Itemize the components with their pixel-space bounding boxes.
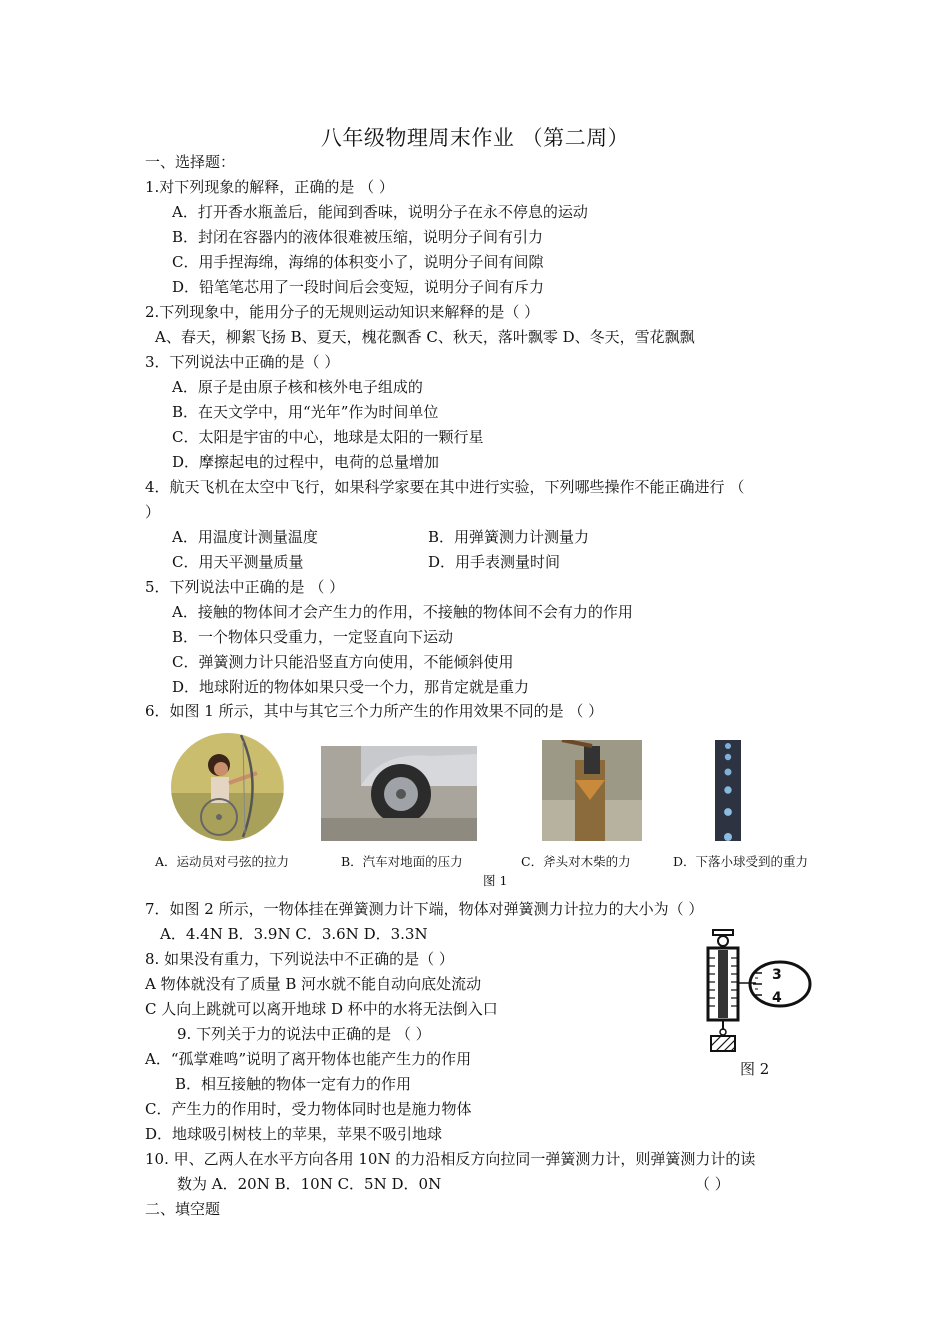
q1-option-d: D．铅笔笔芯用了一段时间后会变短，说明分子间有斥力: [172, 278, 545, 296]
q4-option-a: A．用温度计测量温度: [172, 528, 318, 546]
q8-options-ab: A 物体就没有了质量 B 河水就不能自动向底处流动: [145, 975, 482, 993]
q4-option-d: D．用手表测量时间: [428, 553, 561, 571]
scale-mark-4: 4: [772, 990, 782, 1006]
q5-option-d: D．地球附近的物体如果只受一个力，那肯定就是重力: [172, 678, 530, 696]
spring-scale-figure: [700, 928, 815, 1058]
q5-stem: 5．下列说法中正确的是 （ ）: [145, 578, 345, 596]
archer-photo: [171, 733, 284, 841]
q9-option-d: D．地球吸引树枝上的苹果，苹果不吸引地球: [145, 1125, 443, 1143]
q10-answer-blank: （ ）: [695, 1175, 730, 1193]
q3-stem: 3．下列说法中正确的是（ ）: [145, 353, 340, 371]
q3-option-c: C．太阳是宇宙的中心，地球是太阳的一颗行星: [172, 428, 484, 446]
scale-mark-3: 3: [772, 967, 782, 983]
q5-option-a: A．接触的物体间才会产生力的作用，不接触的物体间不会有力的作用: [172, 603, 633, 621]
fig1-caption-b: B．汽车对地面的压力: [341, 854, 463, 869]
q1-option-c: C．用手捏海绵，海绵的体积变小了，说明分子间有间隙: [172, 253, 544, 271]
q1-stem: 1.对下列现象的解释，正确的是 （ ）: [145, 178, 394, 196]
q3-option-d: D．摩擦起电的过程中，电荷的总量增加: [172, 453, 440, 471]
q2-options: A、春天，柳絮飞扬 B、夏天，槐花飘香 C、秋天，落叶飘零 D、冬天，雪花飘飘: [155, 328, 695, 346]
page-title: 八年级物理周末作业 （第二周）: [320, 126, 630, 150]
section-heading-choice: 一、选择题：: [145, 153, 236, 171]
q10-options: 数为 A．20N B．10N C．5N D．0N: [177, 1175, 442, 1193]
q9-option-c: C．产生力的作用时，受力物体同时也是施力物体: [145, 1100, 472, 1118]
q3-option-a: A．原子是由原子核和核外电子组成的: [172, 378, 423, 396]
car-tire-photo: [321, 746, 477, 841]
q9-stem: 9. 下列关于力的说法中正确的是 （ ）: [177, 1025, 431, 1043]
q1-option-b: B．封闭在容器内的液体很难被压缩，说明分子间有引力: [172, 228, 544, 246]
q8-options-cd: C 人向上跳就可以离开地球 D 杯中的水将无法倒入口: [145, 1000, 498, 1018]
q7-options: A．4.4N B．3.9N C．3.6N D．3.3N: [160, 925, 428, 943]
q4-option-c: C．用天平测量质量: [172, 553, 304, 571]
q4-stem: 4．航天飞机在太空中飞行，如果科学家要在其中进行实验，下列哪些操作不能正确进行 （: [145, 478, 745, 496]
q3-option-b: B．在天文学中，用“光年”作为时间单位: [172, 403, 439, 421]
fig1-caption-a: A．运动员对弓弦的拉力: [155, 854, 290, 869]
axe-wood-photo: [542, 740, 642, 841]
q2-stem: 2.下列现象中，能用分子的无规则运动知识来解释的是（ ）: [145, 303, 540, 321]
q5-option-b: B．一个物体只受重力，一定竖直向下运动: [172, 628, 454, 646]
q6-stem: 6．如图 1 所示，其中与其它三个力所产生的作用效果不同的是 （ ）: [145, 702, 604, 720]
q7-stem: 7．如图 2 所示，一物体挂在弹簧测力计下端，物体对弹簧测力计拉力的大小为（ ）: [145, 900, 704, 918]
q9-option-a: A．“孤掌难鸣”说明了离开物体也能产生力的作用: [145, 1050, 472, 1068]
section-heading-fill: 二、填空题: [145, 1200, 221, 1218]
q1-option-a: A．打开香水瓶盖后，能闻到香味，说明分子在永不停息的运动: [172, 203, 588, 221]
fig1-label: 图 1: [483, 873, 508, 888]
fig2-label: 图 2: [740, 1060, 770, 1078]
q5-option-c: C．弹簧测力计只能沿竖直方向使用，不能倾斜使用: [172, 653, 514, 671]
q8-stem: 8. 如果没有重力，下列说法中不正确的是（ ）: [145, 950, 454, 968]
fig1-caption-c: C．斧头对木柴的力: [521, 854, 631, 869]
falling-ball-photo: [715, 740, 741, 841]
fig1-caption-d: D．下落小球受到的重力: [673, 854, 809, 869]
q4-stem-cont: ）: [145, 503, 161, 521]
q9-option-b: B．相互接触的物体一定有力的作用: [175, 1075, 412, 1093]
q4-option-b: B．用弹簧测力计测量力: [428, 528, 590, 546]
q10-stem: 10. 甲、乙两人在水平方向各用 10N 的力沿相反方向拉同一弹簧测力计，则弹簧测力计的读: [145, 1150, 756, 1168]
